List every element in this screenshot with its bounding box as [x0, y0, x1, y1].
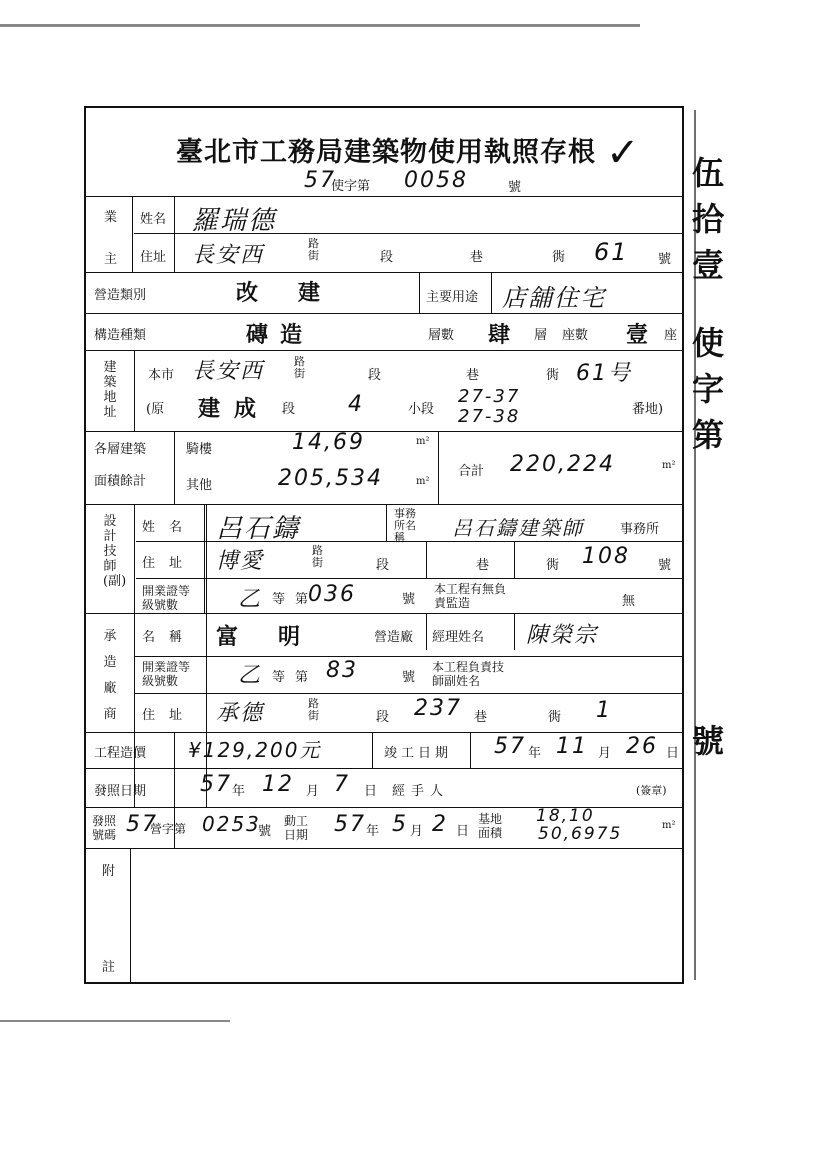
- side-text-3: 號: [691, 722, 724, 760]
- designer-office-suffix: 事務所: [620, 522, 660, 537]
- base-area-label: 基地面積: [478, 812, 503, 840]
- structure-label: 構造種類: [94, 328, 147, 343]
- contractor-license-suffix: 號: [402, 670, 416, 685]
- arcade-area: 14,69: [292, 430, 365, 455]
- site-lane-label: 巷: [466, 368, 480, 383]
- site-sec-label: 段: [368, 368, 382, 383]
- site-orig-sec-label: 段: [282, 402, 296, 417]
- issue-month: 12: [262, 772, 294, 797]
- side-text-2: 使字第: [691, 324, 724, 454]
- floors-label: 層數: [428, 328, 455, 343]
- completion-m-label: 月: [598, 746, 612, 761]
- permit-form: [84, 106, 684, 984]
- owner-lane-label: 巷: [470, 250, 484, 265]
- permit-year: 57: [304, 168, 336, 193]
- contractor-section: 承造廠商: [103, 629, 117, 722]
- completion-y-label: 年: [528, 746, 542, 761]
- contractor-manager: 陳榮宗: [526, 623, 599, 648]
- site-orig-sec: 4: [348, 392, 364, 417]
- designer-office: 呂石鑄建築師: [452, 516, 584, 540]
- permit-suffix: 號: [508, 180, 522, 195]
- remarks-label-2: 註: [102, 960, 116, 975]
- designer-grade: 乙: [238, 587, 263, 612]
- buildings-label: 座數: [562, 328, 589, 343]
- total-area: 220,224: [510, 452, 615, 477]
- designer-office-label: 事務所名稱: [394, 507, 416, 544]
- other-area: 205,534: [278, 466, 383, 491]
- construction-type: 改建: [236, 280, 361, 306]
- construction-type-label: 營造類別: [94, 288, 147, 303]
- contractor-name-label: 名稱: [142, 630, 197, 645]
- start-d-label: 日: [456, 824, 470, 839]
- contractor-alley-label: 衖: [548, 710, 562, 725]
- other-label: 其他: [186, 478, 213, 493]
- scan-edge-bottom: [0, 1020, 230, 1022]
- remarks-label-1: 附: [102, 864, 116, 879]
- contractor-grade: 乙: [238, 663, 263, 688]
- start-permit-type: 營字第: [150, 822, 187, 836]
- completion-month: 11: [556, 734, 588, 759]
- designer-number: 108: [582, 544, 630, 569]
- floor-unit: 層: [534, 328, 548, 343]
- contractor-license-no: 83: [326, 658, 358, 683]
- designer-grade-label: 等第: [272, 592, 319, 607]
- site-road: 長安西: [192, 359, 265, 384]
- start-permit-label: 發照號碼: [92, 814, 117, 842]
- owner-number: 61: [594, 238, 629, 266]
- contractor-road-label: 路街: [308, 697, 319, 722]
- contractor-lane-label: 巷: [474, 710, 488, 725]
- designer-addr-road: 博愛: [216, 549, 265, 574]
- issue-y-label: 年: [232, 784, 246, 799]
- designer-name: 呂石鑄: [216, 514, 301, 544]
- owner-section-2: 主: [104, 252, 118, 267]
- owner-alley-label: 衖: [552, 250, 566, 265]
- seal-label: (簽章): [636, 784, 667, 797]
- site-number: 61号: [576, 361, 632, 386]
- completion-year: 57: [494, 734, 526, 759]
- contractor-license-label: 開業證等級號數: [142, 660, 191, 688]
- site-road-label: 路街: [294, 355, 305, 380]
- total-unit: m²: [662, 460, 676, 471]
- contractor-suffix: 營造廠: [374, 630, 414, 645]
- owner-section-1: 業: [104, 210, 118, 225]
- owner-road-label: 路街: [308, 237, 319, 262]
- page-title: 臺北市工務局建築物使用執照存根: [176, 137, 596, 168]
- designer-supervise-label: 本工程有無負責監造: [434, 582, 507, 610]
- issue-d-label: 日: [364, 784, 378, 799]
- designer-lane-label: 巷: [476, 558, 490, 573]
- start-date-label: 動工日期: [284, 814, 309, 842]
- designer-license-label: 開業證等級號數: [142, 584, 191, 612]
- start-day: 2: [432, 812, 448, 837]
- site-subsec-label: 小段: [408, 402, 435, 417]
- area-label-1: 各層建築: [94, 442, 147, 457]
- site-orig-sec-name: 建成: [198, 396, 271, 422]
- designer-supervise: 無: [622, 594, 636, 609]
- base-area-1: 18,10: [536, 806, 595, 826]
- designer-name-label: 姓名: [142, 520, 197, 535]
- start-permit-suffix: 號: [258, 824, 272, 839]
- owner-addr-road: 長安西: [192, 243, 265, 268]
- designer-no-label: 號: [658, 558, 672, 573]
- arcade-label: 騎樓: [186, 442, 213, 457]
- base-area-unit: m²: [662, 820, 676, 831]
- completion-label: 竣工日期: [384, 746, 453, 761]
- designer-alley-label: 衖: [546, 558, 560, 573]
- owner-no-label: 號: [658, 252, 672, 267]
- start-permit-no: 0253: [202, 812, 261, 836]
- completion-d-label: 日: [666, 746, 680, 761]
- owner-addr-label: 住址: [140, 250, 167, 265]
- site-lot-2: 27-38: [458, 406, 521, 427]
- permit-no: 0058: [404, 168, 468, 193]
- area-label-2: 面積餘計: [94, 474, 147, 489]
- site-alley-label: 衖: [546, 368, 560, 383]
- owner-sec-label: 段: [380, 250, 394, 265]
- designer-addr-label: 住址: [142, 556, 197, 571]
- other-unit: m²: [416, 476, 430, 487]
- handler-label: 經手人: [392, 784, 450, 799]
- contractor-manager-label: 經理姓名: [432, 630, 485, 645]
- site-lot-1: 27-37: [458, 386, 521, 407]
- structure: 磚造: [246, 322, 315, 348]
- building-unit: 座: [664, 328, 678, 343]
- contractor-engineer-label: 本工程負責技師副姓名: [432, 660, 505, 688]
- start-m-label: 月: [410, 824, 424, 839]
- start-month: 5: [392, 812, 408, 837]
- buildings: 壹: [626, 322, 655, 348]
- completion-day: 26: [626, 734, 658, 759]
- arcade-unit: m²: [416, 436, 430, 447]
- main-use: 店舖住宅: [502, 284, 606, 312]
- contractor-name: 富明: [216, 624, 341, 650]
- permit-type: 使字第: [331, 179, 371, 194]
- issue-m-label: 月: [306, 784, 320, 799]
- site-lot-label: 番地): [632, 402, 664, 417]
- contractor-lane: 237: [414, 696, 462, 721]
- site-section: 建築地址: [103, 360, 117, 420]
- contractor-grade-label: 等第: [272, 670, 319, 685]
- contractor-sec-label: 段: [376, 710, 390, 725]
- total-label: 合計: [458, 464, 485, 479]
- designer-license-no: 036: [308, 582, 356, 607]
- owner-name: 羅瑞德: [192, 206, 277, 236]
- designer-license-suffix: 號: [402, 592, 416, 607]
- cost-label: 工程造價: [94, 746, 147, 761]
- designer-section: 設計技師(副): [103, 514, 127, 589]
- issue-year: 57: [200, 772, 232, 797]
- base-area-2: 50,6975: [538, 824, 623, 844]
- start-y-label: 年: [366, 824, 380, 839]
- start-year: 57: [334, 812, 366, 837]
- side-text-1: 伍拾壹: [691, 154, 724, 284]
- scan-edge-top: [0, 24, 640, 27]
- contractor-addr-label: 住址: [142, 708, 197, 723]
- start-permit-year: 57: [126, 812, 158, 837]
- check-mark: ✓: [606, 130, 642, 176]
- designer-sec-label: 段: [376, 558, 390, 573]
- owner-name-label: 姓名: [140, 212, 167, 227]
- cost-value: ¥129,200元: [188, 738, 322, 762]
- contractor-addr-road: 承德: [216, 701, 265, 726]
- designer-road-label: 路街: [312, 544, 323, 569]
- contractor-number: 1: [596, 698, 612, 723]
- issue-day: 7: [334, 772, 350, 797]
- site-city-label: 本市: [148, 368, 175, 383]
- issue-label: 發照日期: [94, 784, 147, 799]
- site-orig-label: (原: [146, 402, 165, 417]
- floors: 肆: [488, 322, 517, 348]
- main-use-label: 主要用途: [426, 290, 479, 305]
